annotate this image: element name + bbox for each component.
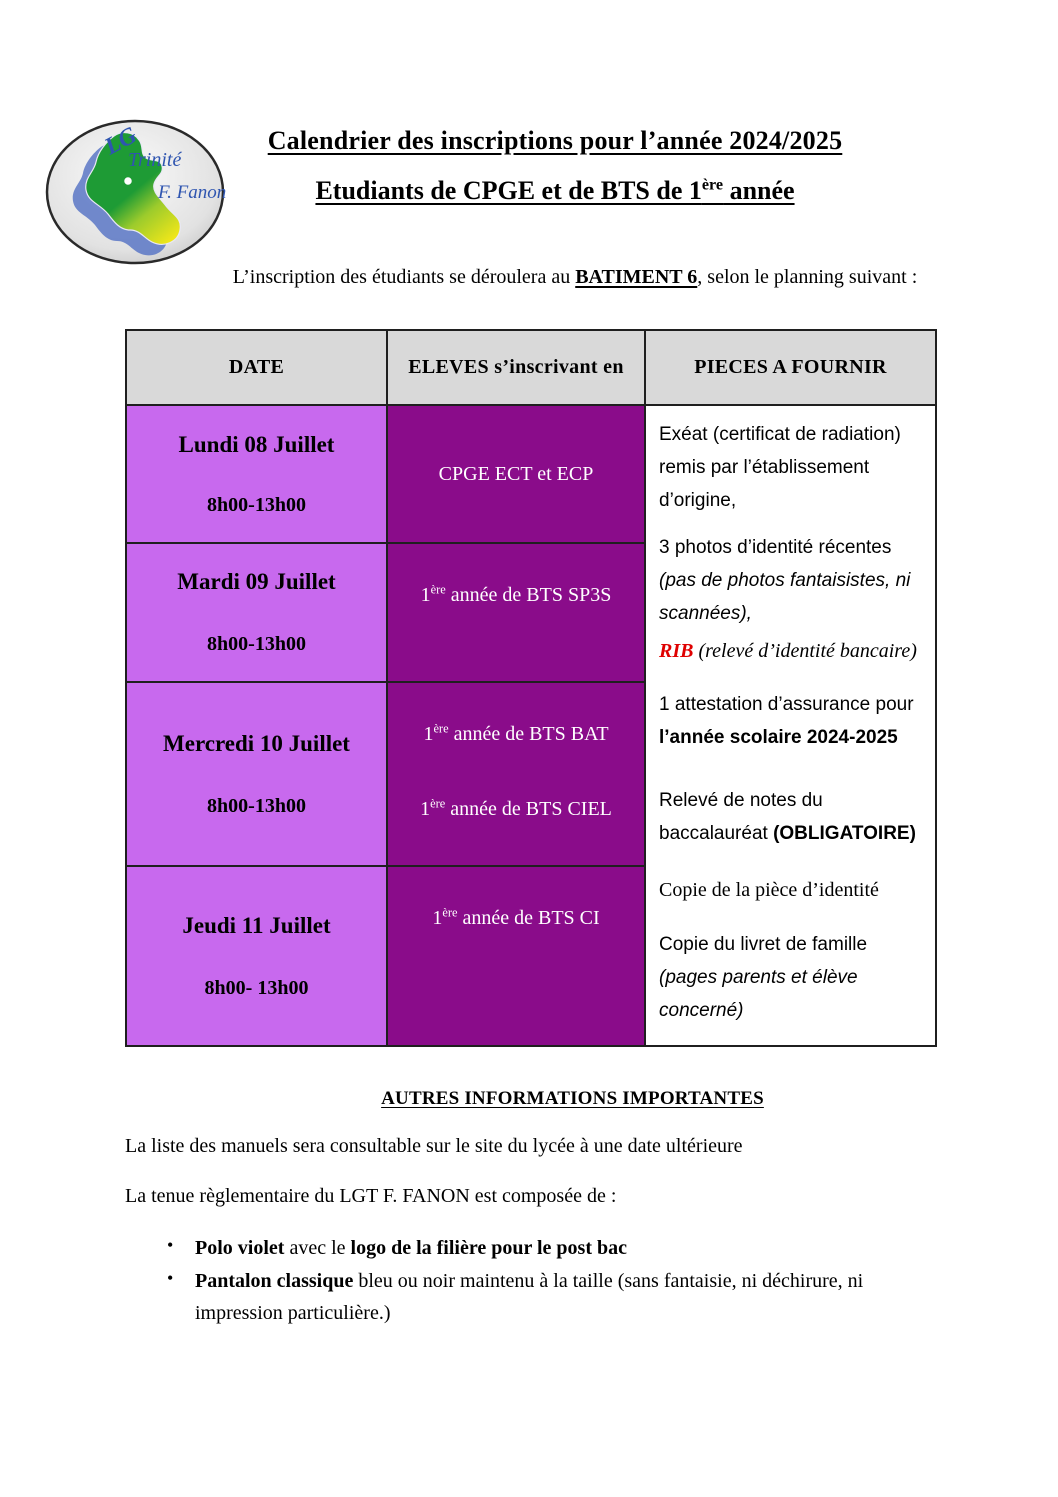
date-cell-mardi	[126, 543, 387, 682]
footer-paragraph-manuels: La liste des manuels sera consultable sur le site du lycée à une date ultérieure	[125, 1135, 743, 1157]
program-rest: année de BTS CI	[457, 907, 600, 929]
program-num: 1	[420, 798, 431, 820]
program-label	[388, 798, 644, 821]
bullet-bold: Polo violet	[195, 1237, 285, 1259]
subtitle-superscript: ère	[701, 176, 724, 194]
program-label	[388, 907, 644, 930]
piece-identite: Copie de la pièce d’identité	[659, 879, 879, 901]
bullet-bold: Pantalon classique	[195, 1270, 354, 1292]
piece-livret-normal: Copie du livret de famille	[659, 934, 868, 955]
program-rest: année de BTS BAT	[448, 723, 609, 745]
program-label	[388, 723, 644, 746]
footer-heading: AUTRES INFORMATIONS IMPORTANTES	[381, 1088, 764, 1109]
bullet-icon: •	[167, 1268, 174, 1288]
program-cell-ci	[387, 866, 645, 1046]
footer-body	[125, 1132, 1020, 1330]
program-sup: ère	[433, 721, 449, 736]
uniform-list	[125, 1232, 1020, 1329]
piece-releve-bold: (OBLIGATOIRE)	[773, 823, 916, 844]
program-label	[388, 584, 644, 607]
header-eleves: ELEVES s’inscrivant en	[387, 330, 645, 405]
list-item-pantalon	[125, 1265, 1020, 1329]
program-cell-sp3s	[387, 543, 645, 682]
bullet-rest: bleu ou noir maintenu à la taille (sans fantaisie, ni déchirure, ni impression particulière.)	[195, 1270, 864, 1324]
title-block	[125, 126, 985, 206]
bullet-icon: •	[167, 1235, 174, 1255]
program-sup: ère	[430, 582, 446, 597]
bullet-mid: avec le	[284, 1237, 351, 1259]
date-cell-jeudi	[126, 866, 387, 1046]
footer-paragraph-tenue: La tenue règlementaire du LGT F. FANON est composée de :	[125, 1185, 617, 1207]
piece-attestation-normal: 1 attestation d’assurance pour	[659, 694, 914, 715]
page-title: Calendrier des inscriptions pour l’année 2024/2025	[267, 126, 843, 155]
logo-lg-text: LG	[100, 122, 142, 161]
date-label: Jeudi 11 Juillet	[182, 912, 331, 938]
program-rest: année de BTS SP3S	[445, 584, 612, 606]
piece-rib-rest: (relevé d’identité bancaire)	[693, 640, 917, 662]
intro-post: , selon le planning suivant :	[697, 266, 918, 288]
piece-exeat: Exéat (certificat de radiation) remis par l’établissement d’origine,	[659, 424, 901, 511]
program-rest: CPGE ECT et ECP	[438, 462, 594, 485]
time-label: 8h00-13h00	[207, 493, 306, 516]
subtitle-pre: Etudiants de CPGE et de BTS de 1	[315, 176, 702, 205]
bullet-bold2: logo de la filière pour le post bac	[350, 1237, 627, 1259]
piece-rib-red: RIB	[659, 640, 694, 662]
piece-livret	[659, 928, 927, 1027]
program-cell-cpge	[387, 405, 645, 543]
piece-attestation-bold: l’année scolaire 2024-2025	[659, 727, 898, 748]
piece-releve-normal: Relevé de notes du baccalauréat	[659, 790, 823, 844]
header-pieces: PIECES A FOURNIR	[645, 330, 936, 405]
date-label: Mercredi 10 Juillet	[163, 730, 350, 756]
program-rest: année de BTS CIEL	[445, 798, 612, 820]
time-label: 8h00-13h00	[207, 794, 306, 817]
page-subtitle	[125, 176, 985, 206]
logo-fanon-text: F. Fanon	[158, 182, 226, 203]
program-num: 1	[423, 723, 434, 745]
subtitle-post: année	[723, 176, 795, 205]
piece-releve	[659, 784, 927, 850]
table-header-row	[126, 330, 936, 405]
piece-photos-normal: 3 photos d’identité récentes	[659, 537, 892, 558]
time-label: 8h00-13h00	[207, 633, 306, 655]
piece-livret-italic: (pages parents et élève concerné)	[659, 967, 858, 1021]
logo-trinite-text: Trinité	[128, 149, 182, 171]
piece-photos-italic: (pas de photos fantaisistes, ni scannées),	[659, 570, 911, 624]
date-label: Lundi 08 Juillet	[178, 431, 335, 457]
pieces-cell	[645, 405, 936, 1046]
piece-rib	[659, 636, 927, 666]
piece-attestation	[659, 688, 927, 754]
table-row	[126, 405, 936, 543]
intro-paragraph	[130, 262, 1020, 293]
intro-batiment: BATIMENT 6	[575, 266, 698, 288]
program-sup: ère	[430, 796, 446, 811]
piece-photos	[659, 531, 927, 630]
program-num: 1	[420, 584, 431, 606]
intro-pre: L’inscription des étudiants se déroulera au	[232, 266, 576, 288]
program-num: 1	[432, 907, 443, 929]
program-sup: ère	[442, 905, 458, 920]
program-label	[388, 463, 644, 486]
time-label: 8h00- 13h00	[204, 976, 309, 999]
program-cell-bat-ciel	[387, 682, 645, 866]
list-item-polo	[125, 1232, 1020, 1264]
date-cell-lundi	[126, 405, 387, 543]
date-cell-mercredi	[126, 682, 387, 866]
date-label: Mardi 09 Juillet	[177, 569, 336, 594]
header-date: DATE	[126, 330, 387, 405]
planning-table	[125, 329, 937, 1047]
